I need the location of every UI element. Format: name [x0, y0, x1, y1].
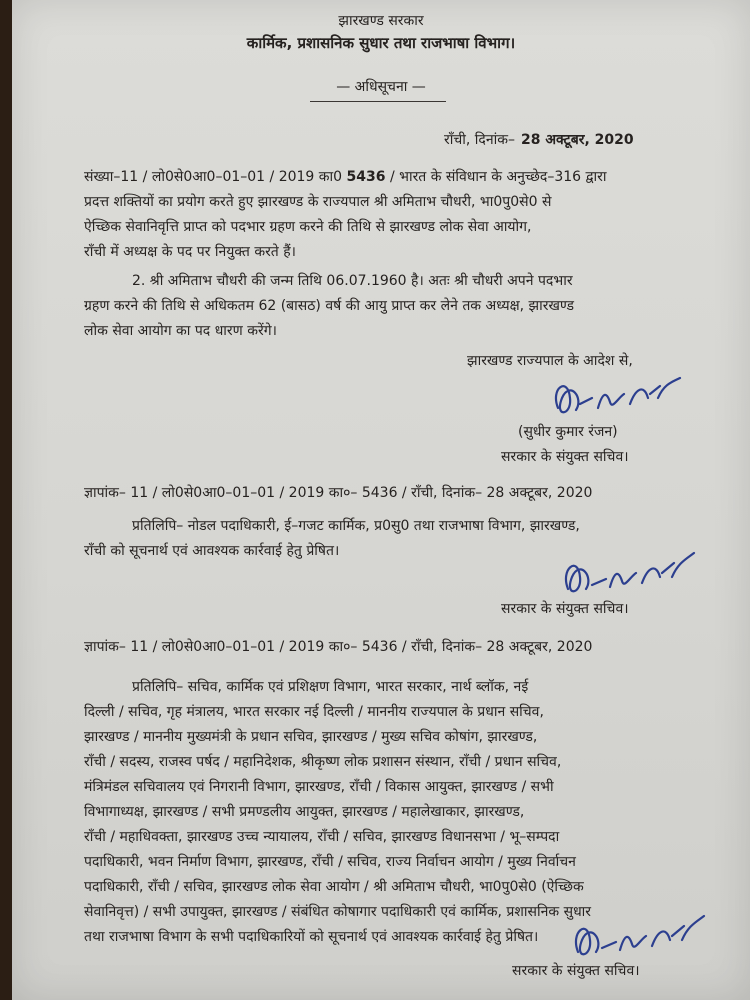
- govt-header: झारखण्ड सरकार: [338, 13, 424, 29]
- memo2-line-10: सेवानिवृत्त) / सभी उपायुक्त, झारखण्ड / संबंधित कोषागार पदाधिकारी एवं कार्मिक, प्रशासनिक सुधार: [84, 904, 592, 920]
- dateline-date: 28 अक्टूबर, 2020: [520, 132, 634, 148]
- para2-line-3: लोक सेवा आयोग का पद धारण करेंगे।: [84, 323, 277, 339]
- signature-2: [552, 545, 702, 607]
- memo2-line-4: राँची / सदस्य, राजस्व पर्षद / महानिदेशक, श्रीकृष्ण लोक प्रशासन संस्थान, राँची / प्रधान सचिव,: [84, 754, 562, 770]
- memo2-line-6: विभागाध्यक्ष, झारखण्ड / सभी प्रमण्डलीय आयुक्त, झारखण्ड / महालेखाकार, झारखण्ड,: [84, 804, 525, 820]
- signature-3: [560, 906, 710, 968]
- memo2-line-11: तथा राजभाषा विभाग के सभी पदाधिकारियों को सूचनार्थ एवं आवश्यक कार्रवाई हेतु प्रेषित।: [84, 929, 539, 945]
- para1-line-1: [84, 168, 607, 186]
- para1-line-4: राँची में अध्यक्ष के पद पर नियुक्त करते हैं।: [84, 244, 296, 260]
- memo1-line-1: प्रतिलिपि– नोडल पदाधिकारी, ई–गजट कार्मिक, प्र0सु0 तथा राजभाषा विभाग, झारखण्ड,: [132, 518, 580, 534]
- memo2-line-7: राँची / महाधिवक्ता, झारखण्ड उच्च न्यायालय, राँची / सचिव, झारखण्ड विधानसभा / भू–सम्पदा: [84, 829, 560, 845]
- dateline-place: राँची, दिनांक–: [444, 132, 515, 148]
- notification-number: 5436: [346, 169, 386, 185]
- signatory-designation: सरकार के संयुक्त सचिव।: [501, 449, 629, 465]
- signature-1: [540, 368, 690, 430]
- memo2-line-9: पदाधिकारी, राँची / सचिव, झारखण्ड लोक सेवा आयोग / श्री अमिताभ चौधरी, भा0पु0से0 (ऐच्छिक: [84, 879, 584, 895]
- title-underline: [310, 101, 446, 102]
- memo2-line-1: प्रतिलिपि– सचिव, कार्मिक एवं प्रशिक्षण विभाग, भारत सरकार, नार्थ ब्लॉक, नई: [132, 679, 529, 695]
- notification-ref: संख्या–11 / लो0से0आ0–01–01 / 2019 का0: [84, 169, 343, 185]
- para1-line-3: ऐच्छिक सेवानिवृत्ति प्राप्त को पदभार ग्रहण करने की तिथि से झारखण्ड लोक सेवा आयोग,: [84, 219, 532, 235]
- para1-line-2: प्रदत्त शक्तियों का प्रयोग करते हुए झारखण्ड के राज्यपाल श्री अमिताभ चौधरी, भा0पु0से0 से: [84, 194, 552, 210]
- document-page: [12, 0, 750, 1000]
- memo2-line-2: दिल्ली / सचिव, गृह मंत्रालय, भारत सरकार नई दिल्ली / माननीय राज्यपाल के प्रधान सचिव,: [84, 704, 544, 720]
- memo2-line-3: झारखण्ड / माननीय मुख्यमंत्री के प्रधान सचिव, झारखण्ड / मुख्य सचिव कोषांग, झारखण्ड,: [84, 729, 538, 745]
- department-header: कार्मिक, प्रशासनिक सुधार तथा राजभाषा विभाग।: [246, 34, 516, 52]
- memo2-designation: सरकार के संयुक्त सचिव।: [512, 963, 640, 979]
- para2-line-1: 2. श्री अमिताभ चौधरी की जन्म तिथि 06.07.1960 है। अतः श्री चौधरी अपने पदभार: [132, 273, 573, 289]
- notification-title: — अधिसूचना —: [336, 79, 426, 95]
- memo1-line-2: राँची को सूचनार्थ एवं आवश्यक कार्रवाई हेतु प्रेषित।: [84, 543, 340, 559]
- dateline: [444, 131, 634, 149]
- memo1-designation: सरकार के संयुक्त सचिव।: [501, 601, 629, 617]
- signatory-name: (सुधीर कुमार रंजन): [518, 424, 618, 440]
- para2-line-2: ग्रहण करने की तिथि से अधिकतम 62 (बासठ) वर्ष की आयु प्राप्त कर लेने तक अध्यक्ष, झारखण्ड: [84, 298, 575, 314]
- memo2-ref: ज्ञापांक– 11 / लो0से0आ0–01–01 / 2019 का०– 5436 / राँची, दिनांक– 28 अक्टूबर, 2020: [84, 639, 593, 655]
- order-line: झारखण्ड राज्यपाल के आदेश से,: [467, 353, 633, 369]
- para1-line-1-text: / भारत के संविधान के अनुच्छेद–316 द्वारा: [389, 169, 607, 185]
- memo2-line-5: मंत्रिमंडल सचिवालय एवं निगरानी विभाग, झारखण्ड, राँची / विकास आयुक्त, झारखण्ड / सभी: [84, 779, 554, 795]
- memo2-line-8: पदाधिकारी, भवन निर्माण विभाग, झारखण्ड, राँची / सचिव, राज्य निर्वाचन आयोग / मुख्य निर्वाचन: [84, 854, 576, 870]
- memo1-ref: ज्ञापांक– 11 / लो0से0आ0–01–01 / 2019 का०– 5436 / राँची, दिनांक– 28 अक्टूबर, 2020: [84, 485, 593, 501]
